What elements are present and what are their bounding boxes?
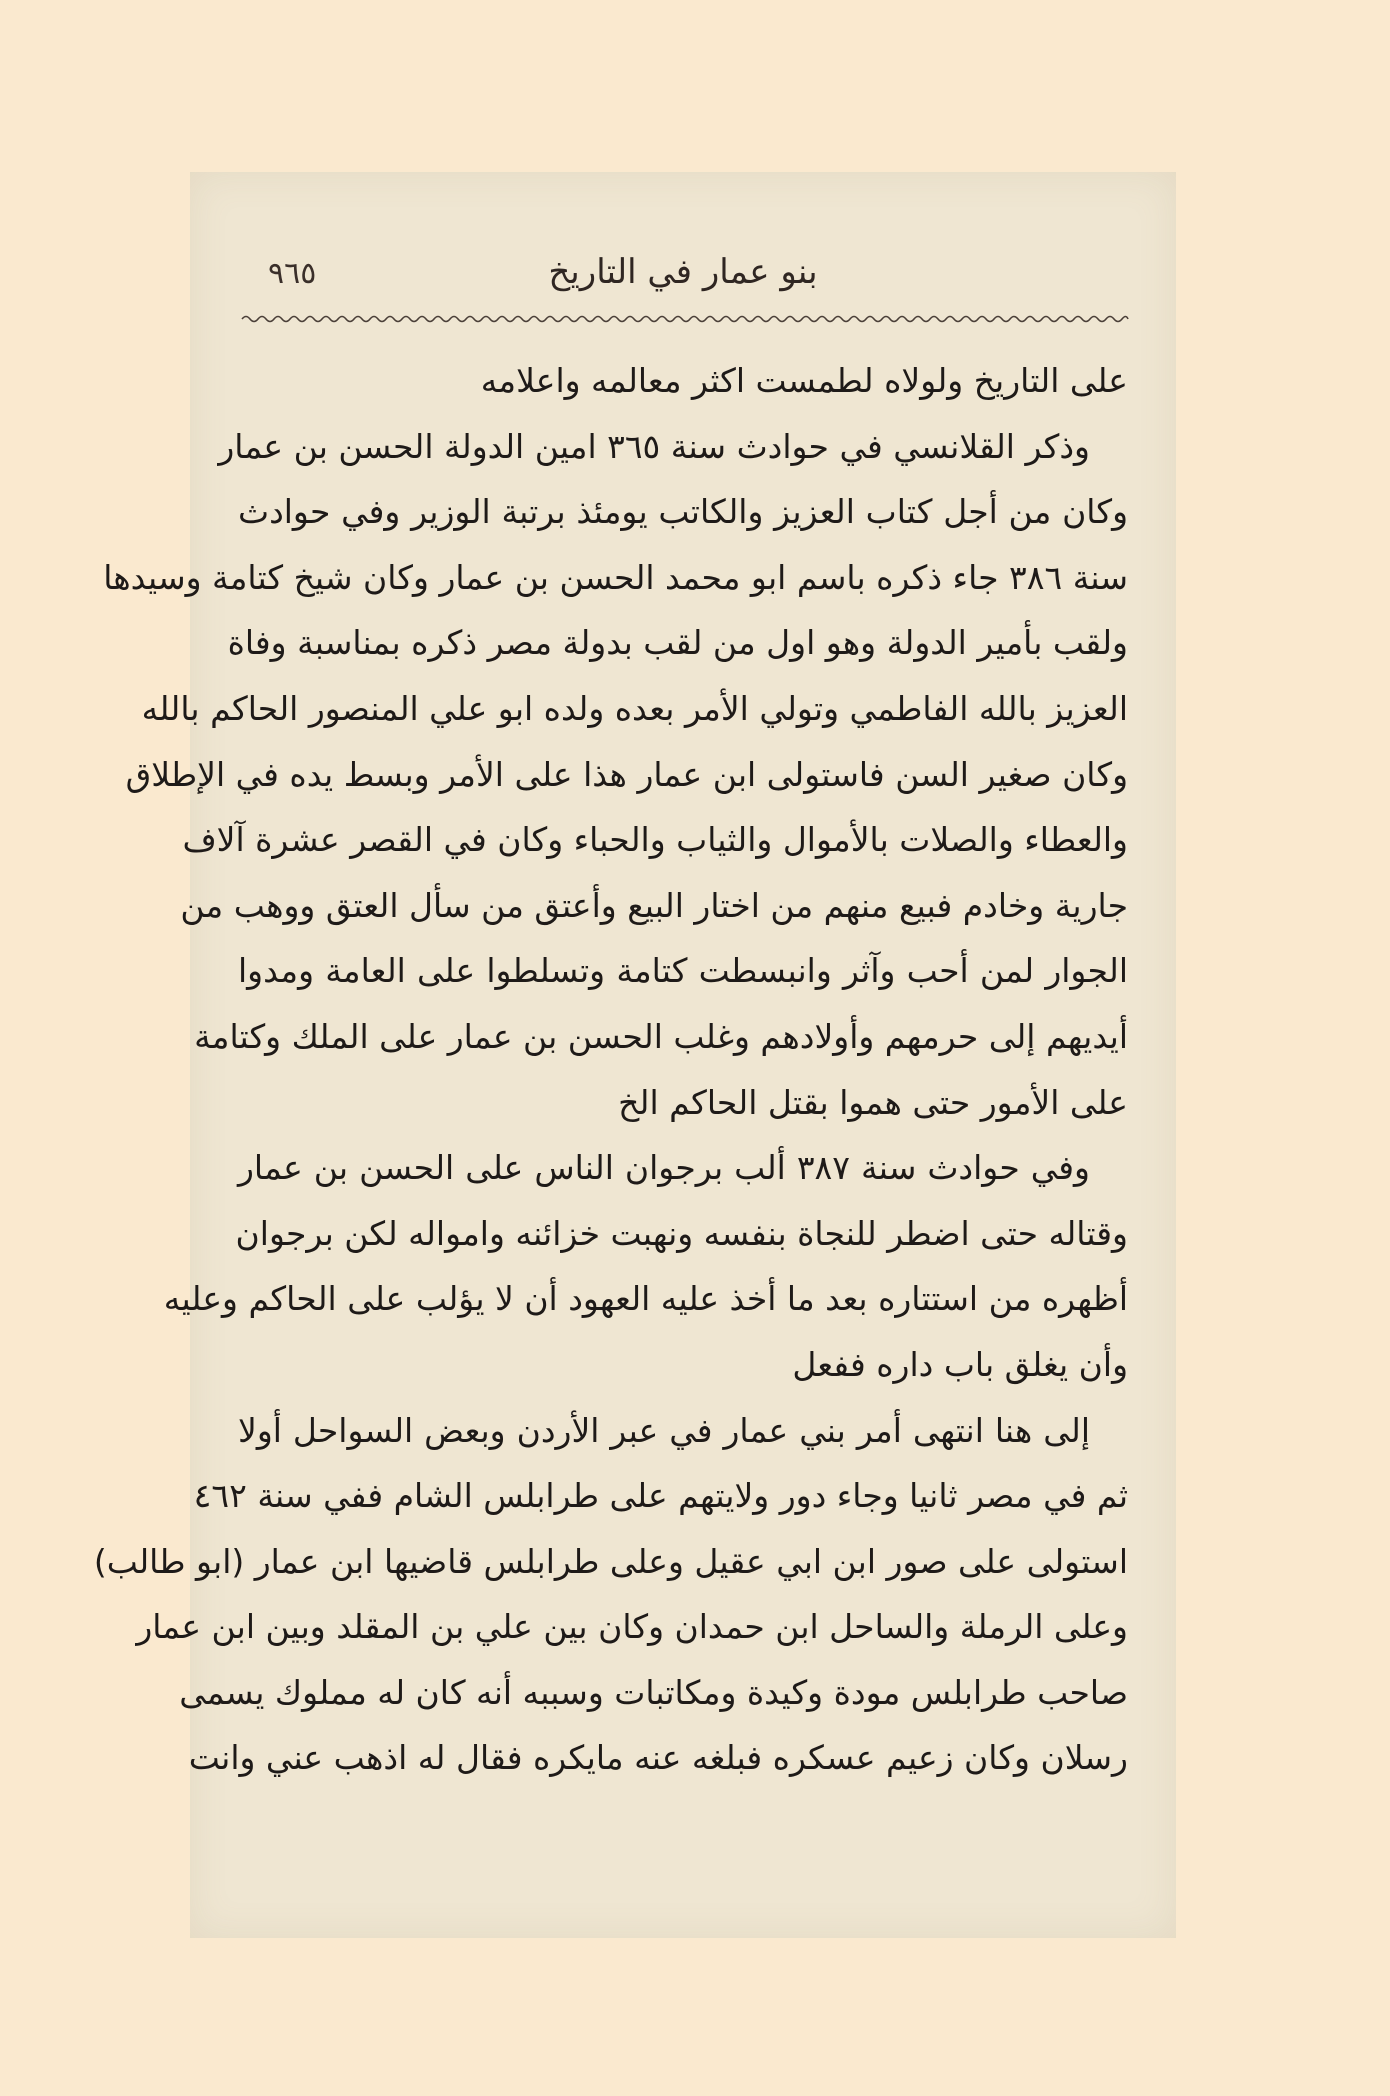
body-text [93,348,1128,1791]
text-line: على الأمور حتى هموا بقتل الحاكم الخ [618,1082,1128,1122]
text-line: رسلان وكان زعيم عسكره فبلغه عنه مايكره فقال له اذهب عني وانت [188,1738,1128,1778]
text-line: وأن يغلق باب داره ففعل [792,1344,1128,1384]
paragraph-3 [163,1135,1128,1397]
text-line: العزيز بالله الفاطمي وتولي الأمر بعده ولده ابو علي المنصور الحاكم بالله [141,688,1128,728]
paragraph-4 [93,1398,1128,1792]
text-line: أظهره من استتاره بعد ما أخذ عليه العهود أن لا يؤلب على الحاكم وعليه [163,1279,1128,1319]
text-line: وفي حوادث سنة ٣٨٧ ألب برجوان الناس على الحسن بن عمار [238,1148,1090,1188]
text-line: الجوار لمن أحب وآثر وانبسطت كتامة وتسلطوا على العامة ومدوا [238,951,1128,991]
text-line: وقتاله حتى اضطر للنجاة بنفسه ونهبت خزائنه وامواله لكن برجوان [235,1213,1128,1253]
paragraph-1 [238,348,1128,414]
text-line: وكان صغير السن فاستولى ابن عمار هذا على الأمر وبسط يده في الإطلاق [125,754,1128,794]
text-line: إلى هنا انتهى أمر بني عمار في عبر الأردن وبعض السواحل أولا [238,1410,1090,1450]
page-header [190,248,1176,318]
text-line: صاحب طرابلس مودة وكيدة ومكاتبات وسببه أنه كان له مملوك يسمى [179,1672,1128,1712]
text-line: جارية وخادم فبيع منهم من اختار البيع وأعتق من سأل العتق ووهب من [180,885,1128,925]
text-line: سنة ٣٨٦ جاء ذكره باسم ابو محمد الحسن بن عمار وكان شيخ كتامة وسيدها [103,557,1128,597]
book-page [93,172,1176,1938]
text-line: ثم في مصر ثانيا وجاء دور ولايتهم على طرابلس الشام ففي سنة ٤٦٢ [193,1476,1128,1516]
text-line: ولقب بأمير الدولة وهو اول من لقب بدولة مصر ذكره بمناسبة وفاة [227,623,1128,663]
decorative-wavy-rule [242,312,1128,326]
running-title: بنو عمار في التاريخ [548,252,818,292]
text-line: أيديهم إلى حرمهم وأولادهم وغلب الحسن بن عمار على الملك وكتامة [194,1016,1128,1056]
paragraph-2 [103,414,1128,1136]
text-line: استولى على صور ابن ابي عقيل وعلى طرابلس قاضيها ابن عمار (ابو طالب) [93,1541,1128,1581]
text-line: وعلى الرملة والساحل ابن حمدان وكان بين علي بن المقلد وبين ابن عمار [136,1607,1128,1647]
text-line: وذكر القلانسي في حوادث سنة ٣٦٥ امين الدولة الحسن بن عمار [218,426,1090,466]
text-line: على التاريخ ولولاه لطمست اكثر معالمه واعلامه [480,361,1128,400]
page-number: ٩٦٥ [268,256,317,291]
text-line: وكان من أجل كتاب العزيز والكاتب يومئذ برتبة الوزير وفي حوادث [238,492,1128,532]
text-line: والعطاء والصلات بالأموال والثياب والحباء وكان في القصر عشرة آلاف [182,820,1128,860]
